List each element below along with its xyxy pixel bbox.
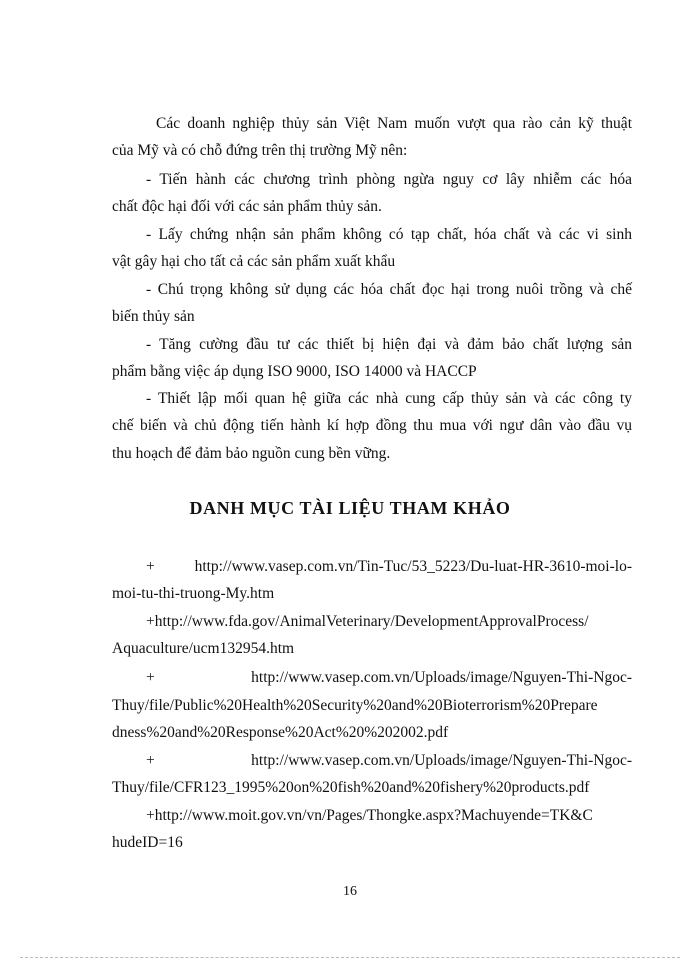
bullet-line: - Lấy chứng nhận sản phẩm không có tạp chất, hóa chất và các vi sinh — [146, 226, 632, 243]
reference-line: dness%20and%20Response%20Act%20%202002.pdf — [112, 724, 449, 741]
reference-line: moi-tu-thi-truong-My.htm — [112, 585, 275, 602]
paragraph-line: Các doanh nghiệp thủy sản Việt Nam muốn vượt qua rào cản kỹ thuật — [156, 115, 632, 132]
bullet-line: thu hoạch để đảm bảo nguồn cung bền vững. — [112, 445, 391, 462]
reference-line: hudeID=16 — [112, 834, 183, 851]
reference-line: Aquaculture/ucm132954.htm — [112, 640, 295, 657]
page-edge-divider — [20, 957, 680, 958]
paragraph-line: của Mỹ và có chỗ đứng trên thị trường Mỹ nên: — [112, 142, 408, 159]
reference-line: + http://www.vasep.com.vn/Tin-Tuc/53_5223/Du-luat-HR-3610-moi-lo- — [146, 558, 632, 575]
reference-line: + http://www.vasep.com.vn/Uploads/image/Nguyen-Thi-Ngoc- — [146, 669, 632, 686]
references-title: DANH MỤC TÀI LIỆU THAM KHẢO — [189, 498, 511, 518]
reference-line: + http://www.vasep.com.vn/Uploads/image/Nguyen-Thi-Ngoc- — [146, 752, 632, 769]
bullet-line: vật gây hại cho tất cả các sản phẩm xuất khẩu — [112, 253, 396, 270]
page-number: 16 — [343, 884, 357, 899]
bullet-line: phẩm bằng việc áp dụng ISO 9000, ISO 14000 và HACCP — [112, 363, 477, 380]
bullet-line: chế biến và chủ động tiến hành kí hợp đồng thu mua với ngư dân vào đầu vụ — [112, 417, 632, 434]
bullet-line: biến thủy sản — [112, 308, 195, 325]
reference-line: Thuy/file/CFR123_1995%20on%20fish%20and%20fishery%20products.pdf — [112, 779, 590, 796]
bullet-line: - Tăng cường đầu tư các thiết bị hiện đại và đảm bảo chất lượng sản — [146, 336, 632, 353]
bullet-line: - Chú trọng không sử dụng các hóa chất đọc hại trong nuôi trồng và chế — [146, 281, 632, 298]
reference-line: +http://www.moit.gov.vn/vn/Pages/Thongke.aspx?Machuyende=TK&C — [146, 807, 593, 824]
reference-line: Thuy/file/Public%20Health%20Security%20and%20Bioterrorism%20Prepare — [112, 697, 598, 714]
bullet-line: - Tiến hành các chương trình phòng ngừa nguy cơ lây nhiễm các hóa — [146, 171, 632, 188]
bullet-line: chất độc hại đối với các sản phẩm thủy sản. — [112, 198, 382, 215]
reference-line: +http://www.fda.gov/AnimalVeterinary/DevelopmentApprovalProcess/ — [146, 613, 589, 630]
bullet-line: - Thiết lập mối quan hệ giữa các nhà cung cấp thủy sản và các công ty — [146, 390, 632, 407]
